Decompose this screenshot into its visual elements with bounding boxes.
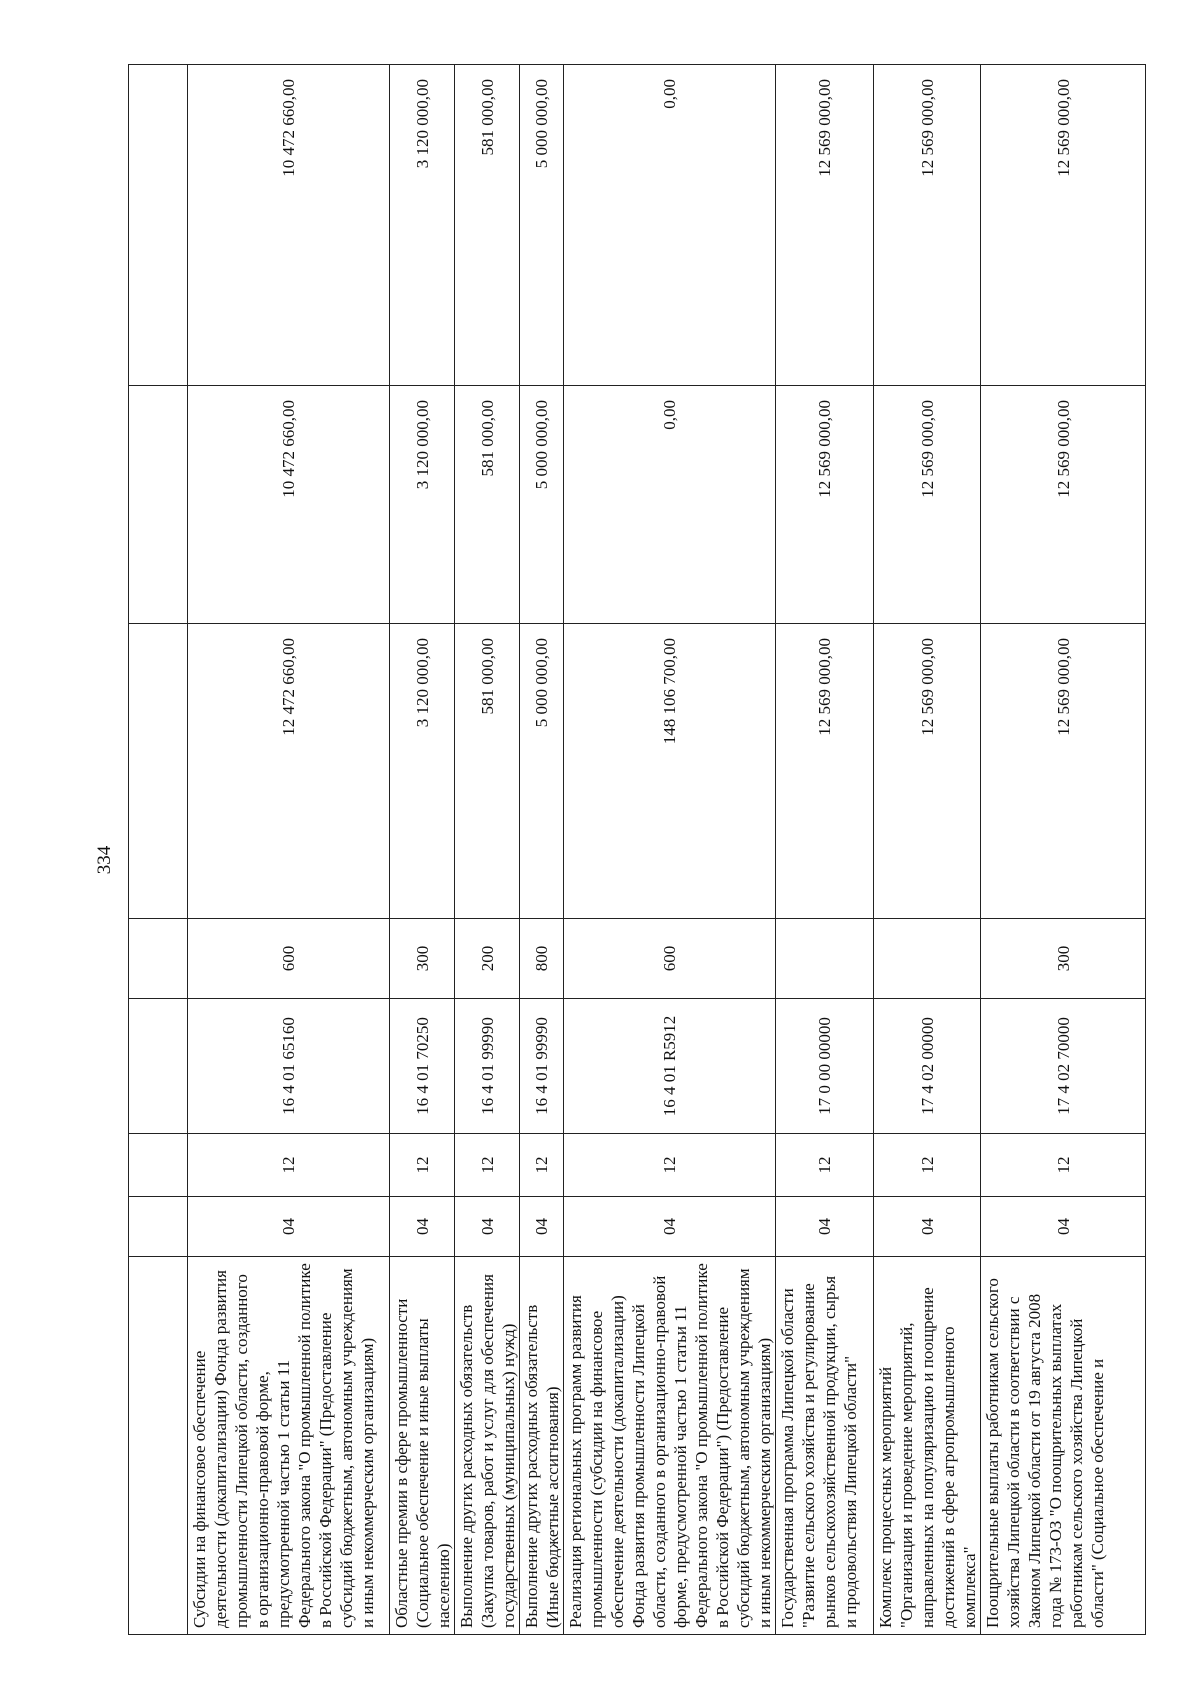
table-row [981,65,1146,1635]
row-description: Выполнение других расходных обязательств (Иные бюджетные ассигнования) [520,1257,564,1635]
row-amount-year-1: 12 569 000,00 [874,624,981,919]
table-row [455,65,520,1635]
row-amount-year-3: 3 120 000,00 [390,65,455,386]
row-amount-year-1: 5 000 000,00 [520,624,564,919]
header-cell [129,65,188,386]
row-subsection-code: 12 [981,1134,1146,1197]
row-amount-year-3: 581 000,00 [455,65,520,386]
row-amount-year-2: 581 000,00 [455,386,520,624]
row-description: Реализация региональных программ развития промышленности (субсидии на финансовое обеспечение деятельности (докапитализации) Фонда развития промышленности Липецкой области, созданного в организационно-правовой форме, предусмотренной частью 1 статьи 11 Федерального закона "О промышленной политике в Российской Федерации") (Предоставление субсидий бюджетным, автономным учреждениям и иным некоммерческим организациям) [564,1257,776,1635]
row-target-article: 16 4 01 99990 [520,999,564,1134]
row-expense-type [874,919,981,999]
table-row [874,65,981,1635]
row-target-article: 17 0 00 00000 [776,999,874,1134]
row-amount-year-2: 12 569 000,00 [776,386,874,624]
row-expense-type: 200 [455,919,520,999]
row-subsection-code: 12 [188,1134,390,1197]
row-section-code: 04 [390,1197,455,1257]
row-amount-year-2: 12 569 000,00 [981,386,1146,624]
row-expense-type: 300 [390,919,455,999]
row-section-code: 04 [455,1197,520,1257]
row-subsection-code: 12 [564,1134,776,1197]
row-description: Государственная программа Липецкой области "Развитие сельского хозяйства и регулирование рынков сельскохозяйственной продукции, сырья и продовольствия Липецкой области" [776,1257,874,1635]
row-target-article: 16 4 01 R5912 [564,999,776,1134]
header-cell [129,1197,188,1257]
row-amount-year-1: 12 569 000,00 [981,624,1146,919]
row-subsection-code: 12 [390,1134,455,1197]
row-amount-year-1: 12 569 000,00 [776,624,874,919]
row-subsection-code: 12 [776,1134,874,1197]
row-subsection-code: 12 [520,1134,564,1197]
row-subsection-code: 12 [874,1134,981,1197]
row-description: Субсидии на финансовое обеспечение деятельности (докапитализации) Фонда развития промышленности Липецкой области, созданного в организационно-правовой форме, предусмотренной частью 1 статьи 11 Федерального закона "О промышленной политике в Российской Федерации" (Предоставление субсидий бюджетным, автономным учреждениям и иным некоммерческим организациям) [188,1257,390,1635]
row-section-code: 04 [564,1197,776,1257]
table-body [129,65,1146,1635]
row-subsection-code: 12 [455,1134,520,1197]
header-cell [129,1257,188,1635]
row-amount-year-2: 5 000 000,00 [520,386,564,624]
row-expense-type: 300 [981,919,1146,999]
row-expense-type: 600 [188,919,390,999]
row-amount-year-2: 12 569 000,00 [874,386,981,624]
row-description: Выполнение других расходных обязательств (Закупка товаров, работ и услуг для обеспечения государственных (муниципальных) нужд) [455,1257,520,1635]
row-amount-year-3: 5 000 000,00 [520,65,564,386]
budget-table [128,64,1146,1635]
row-amount-year-1: 148 106 700,00 [564,624,776,919]
blank-header-row [129,65,188,1635]
table-row [776,65,874,1635]
row-target-article: 16 4 01 70250 [390,999,455,1134]
page-number: 334 [94,845,115,875]
header-cell [129,919,188,999]
header-cell [129,1134,188,1197]
table-row [520,65,564,1635]
row-description: Областные премии в сфере промышленности (Социальное обеспечение и иные выплаты населению) [390,1257,455,1635]
row-expense-type: 600 [564,919,776,999]
row-target-article: 17 4 02 70000 [981,999,1146,1134]
row-description: Комплекс процессных мероприятий "Организация и проведение мероприятий, направленных на популяризацию и поощрение достижений в сфере агропромышленного комплекса" [874,1257,981,1635]
header-cell [129,624,188,919]
row-description: Поощрительные выплаты работникам сельского хозяйства Липецкой области в соответствии с Законом Липецкой области от 19 августа 2008 года № 173-ОЗ "О поощрительных выплатах работникам сельского хозяйства Липецкой области" (Социальное обеспечение и [981,1257,1146,1635]
row-target-article: 17 4 02 00000 [874,999,981,1134]
row-expense-type: 800 [520,919,564,999]
row-section-code: 04 [874,1197,981,1257]
row-amount-year-3: 12 569 000,00 [874,65,981,386]
row-section-code: 04 [188,1197,390,1257]
row-amount-year-1: 581 000,00 [455,624,520,919]
row-amount-year-3: 12 569 000,00 [981,65,1146,386]
row-amount-year-2: 10 472 660,00 [188,386,390,624]
row-amount-year-1: 12 472 660,00 [188,624,390,919]
row-amount-year-3: 0,00 [564,65,776,386]
table-row [188,65,390,1635]
row-target-article: 16 4 01 65160 [188,999,390,1134]
row-section-code: 04 [776,1197,874,1257]
row-amount-year-2: 3 120 000,00 [390,386,455,624]
table-row [390,65,455,1635]
rotated-budget-table-container [128,65,1107,1635]
row-amount-year-3: 12 569 000,00 [776,65,874,386]
row-amount-year-3: 10 472 660,00 [188,65,390,386]
row-amount-year-1: 3 120 000,00 [390,624,455,919]
row-section-code: 04 [981,1197,1146,1257]
header-cell [129,999,188,1134]
row-expense-type [776,919,874,999]
header-cell [129,386,188,624]
row-amount-year-2: 0,00 [564,386,776,624]
table-row [564,65,776,1635]
row-section-code: 04 [520,1197,564,1257]
row-target-article: 16 4 01 99990 [455,999,520,1134]
